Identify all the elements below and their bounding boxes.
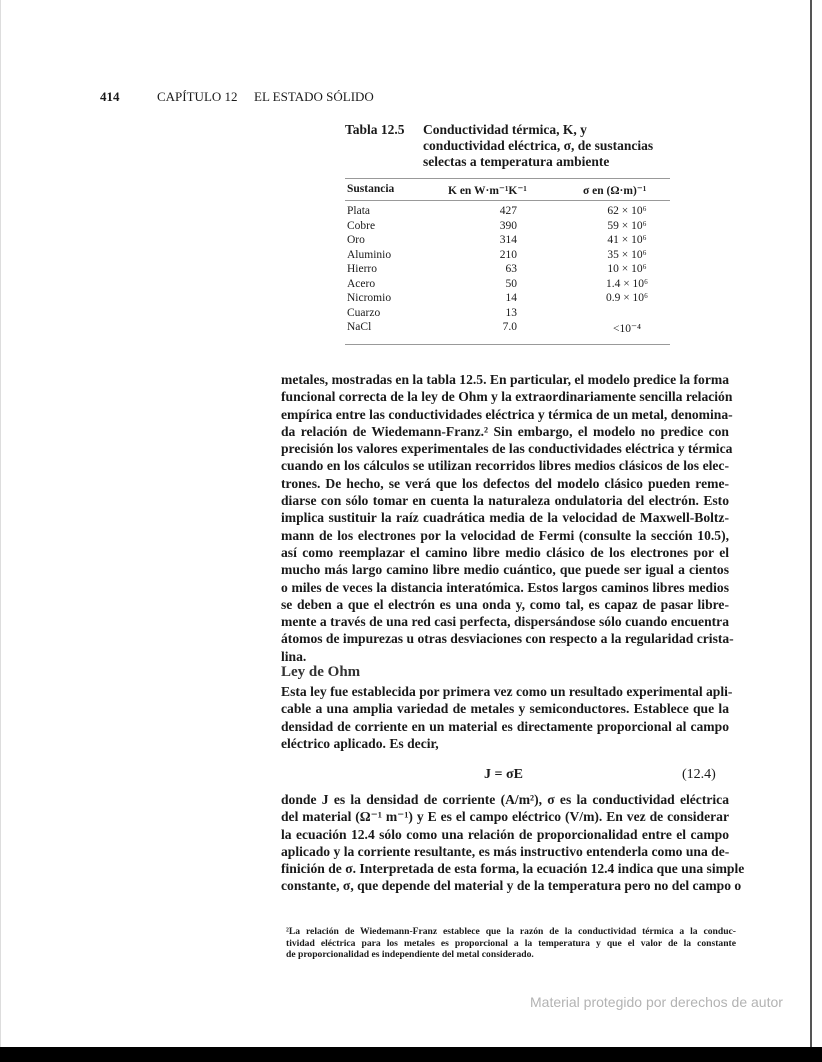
text-line: de proporcionalidad es independiente del metal considerado. [286,949,534,960]
cell-thermal: 7.0 [502,321,517,333]
text-line: cuando en los cálculos se utilizan recorridos libres medios clásicos de los elec- [281,458,729,474]
paragraph-1 [281,371,734,665]
text-line: implica sustituir la raíz cuadrática media de la velocidad de Maxwell-Boltz- [281,510,729,526]
text-line: finición de σ. Interpretada de esta forma, la ecuación 12.4 indica que una simple [281,861,745,877]
table-title-line: selectas a temperatura ambiente [423,154,610,169]
table-row [347,292,667,306]
cell-electrical: 62 × 10⁶ [607,205,647,217]
cell-substance: Nicromio [347,292,392,304]
table-row [347,205,667,219]
text-line: metales, mostradas en la tabla 12.5. En particular, el modelo predice la forma [281,372,729,387]
text-line: mucho más largo camino libre medio cuántico, que puede ser igual a cientos [281,562,729,578]
text-line: mann de los electrones por la velocidad de Fermi (consulte la sección 10.5), [281,527,729,543]
text-line: cable a una amplia variedad de metales y semiconductores. Establece que la [281,701,729,717]
text-line: densidad de corriente en un material es directamente proporcional al campo [281,718,729,734]
cell-thermal: 427 [499,205,517,217]
cell-electrical: 10 × 10⁶ [607,263,647,275]
table-row [347,321,667,335]
text-line: da relación de Wiedemann-Franz.² Sin embargo, el modelo no predice con [281,423,729,439]
cell-substance: Cobre [347,219,376,232]
cell-substance: Oro [347,234,365,246]
cell-electrical: 59 × 10⁶ [607,219,647,232]
cell-electrical: 1.4 × 10⁶ [605,277,649,290]
cell-thermal: 14 [505,292,517,304]
equation-number: (12.4) [682,767,716,782]
cell-substance: Cuarzo [347,306,381,319]
text-line: ²La relación de Wiedemann-Franz establece que la razón de la conductividad térmica a la conduc- [286,926,736,937]
cell-substance: Acero [347,277,376,290]
text-line: Esta ley fue establecida por primera vez como un resultado experimental apli- [281,684,733,699]
cell-thermal: 314 [499,234,517,246]
table-row [347,220,667,234]
text-line: constante, σ, que depende del material y de la temperatura pero no del campo o [281,878,742,894]
text-line: aplicado y la corriente resultante, es más instructivo entenderla como una de- [281,843,730,859]
table-title-line: Conductividad térmica, K, y [423,122,587,137]
cell-electrical: 41 × 10⁶ [607,234,647,246]
table-row [347,234,667,248]
text-line: trones. De hecho, se verá que los defectos del modelo clásico pueden reme- [281,475,729,491]
column-header-electrical: σ en (Ω·m)⁻¹ [583,185,647,197]
text-line: así como reemplazar el camino libre medio clásico de los electrones por el [281,544,729,560]
table-row [347,249,667,263]
text-line: diarse con sólo tomar en cuenta la naturaleza ondulatoria del electrón. Esto [281,493,729,509]
cell-electrical: 35 × 10⁶ [607,248,647,261]
cell-substance: Plata [347,205,370,217]
cell-thermal: 50 [505,277,517,290]
table-row [347,278,667,292]
table-title-line: conductividad eléctrica, σ, de sustancias [423,138,654,153]
cell-thermal: 390 [499,219,517,232]
table-top-rule [345,178,670,179]
section-heading: Ley de Ohm [281,664,361,680]
table-header-rule [345,200,670,201]
page-number: 414 [100,89,120,104]
text-line: donde J es la densidad de corriente (A/m²), σ es la conductividad eléctrica [281,792,729,807]
table-bottom-rule [345,344,670,345]
bottom-bar [0,1047,822,1062]
text-line: precisión los valores experimentales de las conductividades eléctrica y térmica [281,441,733,457]
cell-electrical: <10⁻⁴ [612,323,642,335]
paragraph-3 [281,791,745,895]
paragraph-2 [281,683,733,752]
text-line: átomos de impurezas u otras desviaciones con respecto a la regularidad crista- [281,631,734,647]
cell-thermal: 13 [505,306,517,319]
column-header-substance: Sustancia [347,183,395,195]
cell-electrical: 0.9 × 10⁶ [605,292,649,304]
equation: J = σE [484,767,523,782]
cell-thermal: 210 [499,248,517,261]
text-line: mente a través de una red casi perfecta, dispersándose sólo cuando encuentra [281,614,729,630]
column-header-thermal: K en W·m⁻¹K⁻¹ [448,185,527,197]
text-line: o miles de veces la distancia interatómica. Estos largos caminos libres medios [281,579,729,595]
cell-substance: Aluminio [347,248,392,261]
table-row [347,263,667,277]
copyright-watermark: Material protegido por derechos de autor [530,994,783,1010]
chapter-title: EL ESTADO SÓLIDO [254,89,374,104]
cell-substance: NaCl [347,321,372,333]
cell-thermal: 63 [505,263,517,275]
table-label: Tabla 12.5 [345,122,405,137]
text-line: la ecuación 12.4 sólo como una relación de proporcionalidad entre el campo [281,826,729,842]
footnote [286,926,736,961]
text-line: del material (Ω⁻¹ m⁻¹) y E es el campo eléctrico (V/m). En vez de considerar [281,809,729,825]
text-line: se deben a que el electrón es una onda y, como tal, es capaz de pasar libre- [281,596,729,612]
text-line: tividad eléctrica para los metales es proporcional a la temperatura y que el valor de la constante [286,937,736,949]
text-line: eléctrico aplicado. Es decir, [281,735,439,751]
text-line: lina. [281,648,307,664]
text-line: funcional correcta de la ley de Ohm y la extraordinariamente sencilla relación [281,389,733,405]
cell-substance: Hierro [347,263,378,275]
table-row [347,307,667,321]
text-line: empírica entre las conductividades eléctrica y térmica de un metal, denomina- [281,406,733,422]
chapter-label: CAPÍTULO 12 [157,89,238,104]
